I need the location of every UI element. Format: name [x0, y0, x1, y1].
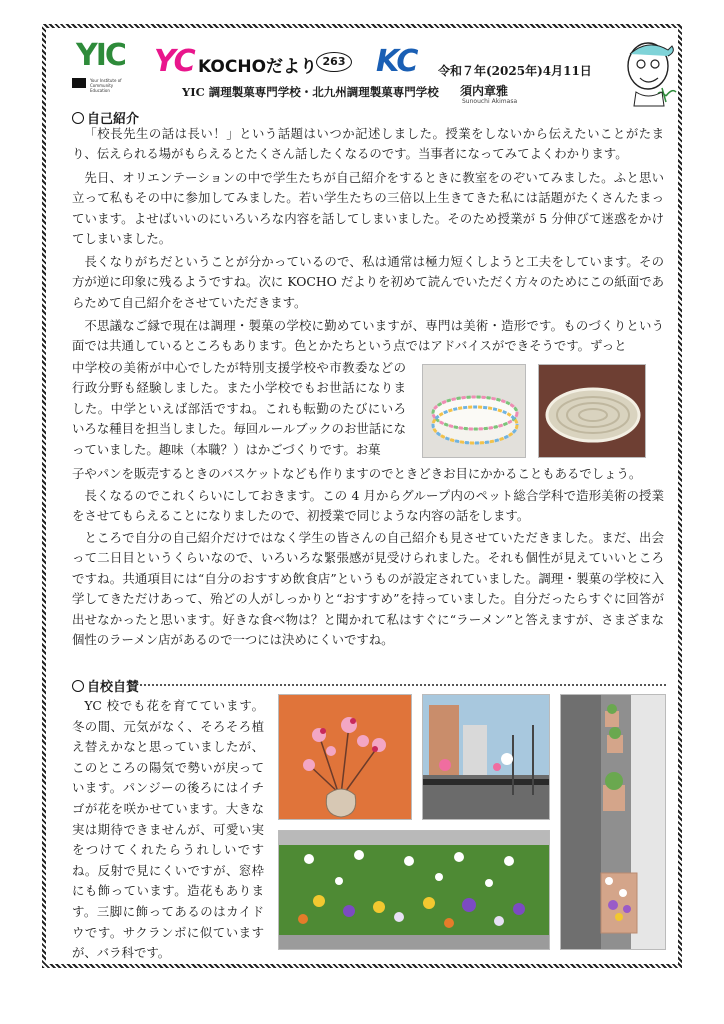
- flowerbed-image: [279, 831, 550, 950]
- newsletter-title: KOCHOだより: [198, 57, 318, 77]
- flowerbed-photo: [278, 830, 550, 950]
- circle-bullet-icon: [72, 112, 84, 124]
- circle-bullet-icon: [72, 680, 84, 692]
- window-frame-photo: [422, 694, 550, 820]
- paragraph-4-side: 中学校の美術が中心でしたが特別支援学校や市教委などの行政分野も経験しました。また小学校でもお世話になりました。中学といえば部活ですね。これも転勤のたびにいろいろな種目を担当しました。毎回ルールブックのお世話になっていました。趣味（本職？）はかごづくりです。お菓: [72, 360, 406, 457]
- paragraph-1: 「校長先生の話は長い！」という話題はいつか記述しました。授業をしないから伝えたいことがたまり、伝えられる場がもらえるとたくさん話したくなるのです。当事者になってみてよくわかります。: [72, 126, 664, 162]
- author-romaji: Sunouchi Akimasa: [462, 98, 518, 105]
- issue-number: 263: [316, 52, 352, 72]
- paragraph-5: 長くなるのでこれくらいにしておきます。この 4 月からグループ内のペット総合学科で造形美術の授業をさせてもらえることになりましたので、初授業で同じような内容の話をします。: [72, 488, 664, 524]
- window-frame-image: [423, 695, 550, 820]
- bead-basket-photo: [422, 364, 526, 458]
- section-heading-school-pride: 自校自賛: [72, 676, 139, 695]
- flower-vase-image: [279, 695, 412, 820]
- yic-logo: YIC Your Institute of Community Education: [72, 38, 128, 92]
- yc-mark: YC: [154, 44, 195, 79]
- principal-caricature-icon: [618, 36, 680, 108]
- planter-corridor-image: [561, 695, 666, 950]
- paragraph-4-bottom: 子やパンを販売するときのバスケットなども作りますのでときどきお目にかかることもあるでしょう。: [72, 466, 642, 481]
- paragraph-flowers: YC 校でも花を育てています。冬の間、元気がなく、そろそろ植え替えかなと思っていましたが、このところの陽気で勢いが戻っています。パンジーの後ろにはイチゴが花を咲かせています。大きな実は期待できませんが、可愛い実をつけてくれたらうれしいですね。反射で見にくいですが、窓枠にも飾っています。造花もあります。三脚に飾ってあるのはカイドウです。サクランボに似ていますが、バラ科です。: [72, 698, 264, 961]
- flower-vase-photo: [278, 694, 412, 820]
- newsletter: [50, 32, 676, 960]
- woven-tray-image: [539, 365, 646, 458]
- dotted-divider: [140, 684, 666, 686]
- paragraph-3: 長くなりがちだということが分かっているので、私は通常は極力短くしようと工夫をしています。その方が逆に印象に残るようですね。次に KOCHO だよりを初めて読んでいただく方々のためにこの紙面であらためて自己紹介をさせていただきます。: [72, 254, 664, 310]
- author-name: 須内章雅: [460, 84, 509, 98]
- woven-tray-photo: [538, 364, 646, 458]
- paragraph-6: ところで自分の自己紹介だけではなく学生の皆さんの自己紹介も見させていただきました。まだ、出会って二日目というくらいなので、いろいろな緊張感が見受けられました。それも個性が見えていいところですね。共通項目には“自分のおすすめ飲食店”というものが設定されていました。調理・製菓の学校に入学してきただけあって、殆どの人がしっかりと“おすすめ”を持っていました。自分だったらすぐに回答が出せなかったと思います。好きな食べ物は？と聞かれて私はすぐに“ラーメン”と答えますが、さまざまな個性のラーメン店があるので一つには決めにくいですね。: [72, 530, 664, 648]
- planter-corridor-photo: [560, 694, 666, 950]
- kc-mark: KC: [376, 44, 418, 79]
- section-heading-self-intro: 自己紹介: [72, 108, 139, 127]
- bead-basket-image: [423, 365, 526, 458]
- logo-mark-icon: [72, 78, 86, 92]
- issue-date: 令和７年(2025年)4月11日: [438, 64, 592, 78]
- school-names: YIC 調理製菓専門学校・北九州調理製菓専門学校: [182, 85, 439, 99]
- paragraph-2: 先日、オリエンテーションの中で学生たちが自己紹介をするときに教室をのぞいてみました。ふと思い立って私もその中に参加してみました。若い学生たちの三倍以上生きてきた私には話題がたくさんたまっています。よせばいいのにいろいろな内容を話してしまいました。そのため授業が 5 分伸びて迷惑をかけてしまいました。: [72, 170, 664, 247]
- paragraph-4-top: 不思議なご縁で現在は調理・製菓の学校に勤めていますが、専門は美術・造形です。ものづくりという面では共通しているところもあります。色とかたちという点ではアドバイスができそうです。ずっと: [72, 318, 664, 354]
